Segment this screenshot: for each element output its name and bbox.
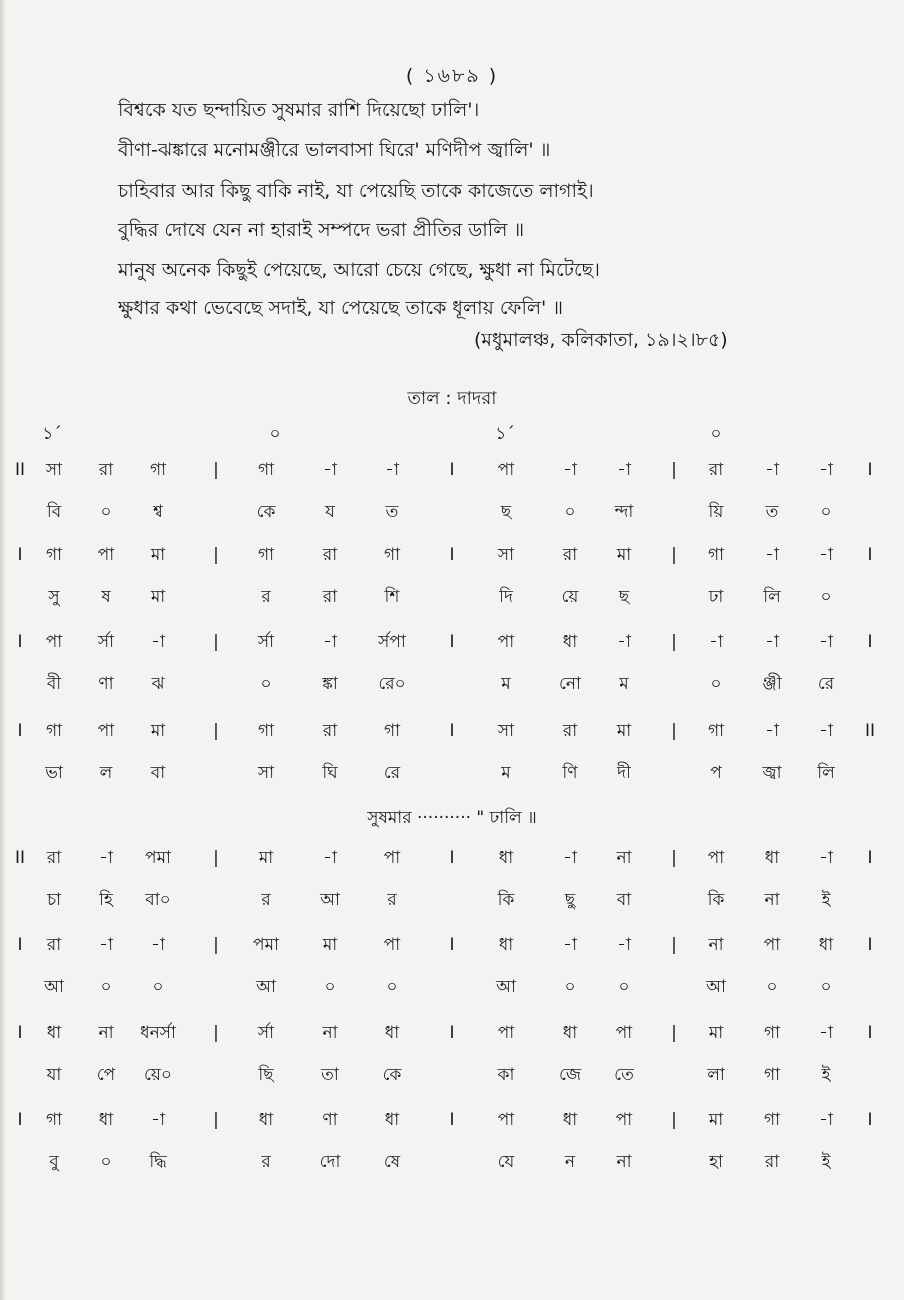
swara-note: মা [616, 721, 632, 741]
swara-note: পা [707, 848, 725, 868]
tala-heading: তাল : দাদরা [407, 388, 497, 409]
swara-note: -া [151, 935, 165, 955]
swara-note: মা [616, 545, 632, 565]
lyric-syllable: ষ [101, 587, 111, 607]
lyric-syllable: কে [256, 502, 276, 522]
swara-note: গা [149, 460, 167, 480]
lyric-syllable: যে [497, 1152, 515, 1172]
lyric-syllable: মা [150, 587, 166, 607]
bar-line: I [867, 848, 873, 868]
swara-note: গা [45, 1110, 63, 1130]
swara-note: ধা [562, 1110, 578, 1130]
lyric-syllable: ছ [500, 502, 512, 522]
swara-note: -া [819, 848, 833, 868]
lyric-syllable: ০ [100, 1152, 112, 1172]
lyric-syllable: য়ি [708, 502, 724, 522]
swara-note: রা [562, 721, 578, 741]
swara-note: সা [497, 545, 515, 565]
verse-line-1: বিশ্বকে যত ছন্দায়িত সুষমার রাশি দিয়েছো ঢালি'। [118, 99, 480, 121]
swara-note: ধা [764, 848, 780, 868]
lyric-syllable: ছু [564, 890, 576, 910]
bar-line: | [671, 721, 677, 741]
lyric-syllable: ০ [100, 502, 112, 522]
swara-note: -া [617, 632, 631, 652]
lyric-syllable: ০ [820, 502, 832, 522]
swara-note: রা [322, 545, 338, 565]
lyric-syllable: ০ [100, 977, 112, 997]
swara-note: গা [45, 721, 63, 741]
beat-mark: ১´ [42, 424, 62, 444]
swara-note: মা [708, 1023, 724, 1043]
lyric-syllable: জে [558, 1065, 582, 1085]
lyric-syllable: কি [497, 890, 515, 910]
swara-note: সা [497, 721, 515, 741]
swara-note: গা [257, 460, 275, 480]
lyric-syllable: ০ [324, 977, 336, 997]
swara-note: পা [615, 1023, 633, 1043]
swara-note: -া [819, 721, 833, 741]
swara-note: -া [765, 721, 779, 741]
lyric-syllable: ০ [564, 977, 576, 997]
lyric-syllable: বু [49, 1152, 59, 1172]
lyric-syllable: দী [617, 763, 631, 783]
lyric-syllable: রে০ [378, 674, 406, 694]
lyric-syllable: দ্ধি [149, 1152, 167, 1172]
lyric-syllable: গা [763, 1065, 781, 1085]
bar-line: | [671, 632, 677, 652]
swara-note: র্সা [257, 1023, 275, 1043]
lyric-syllable: ঙ্কা [322, 674, 338, 694]
swara-note: -া [151, 1110, 165, 1130]
verse-line-5: মানুষ অনেক কিছুই পেয়েছে, আরো চেয়ে গেছে, ক্ষুধা না মিটেছে। [118, 259, 600, 281]
lyric-syllable: ত [765, 502, 779, 522]
bar-line: | [671, 545, 677, 565]
swara-note: রা [708, 460, 724, 480]
lyric-syllable: আ [320, 890, 340, 910]
bar-line: I [449, 721, 455, 741]
bar-line: I [867, 1110, 873, 1130]
lyric-syllable: রে [817, 674, 835, 694]
lyric-syllable: র [261, 890, 271, 910]
swara-note: ধা [562, 632, 578, 652]
swara-note: মা [150, 721, 166, 741]
swara-note: রা [46, 935, 62, 955]
bar-line: II [14, 848, 26, 868]
bar-line: I [17, 1023, 23, 1043]
swara-note: পমা [253, 935, 279, 955]
lyric-syllable: ঞ্জী [762, 674, 782, 694]
swara-note: মা [258, 848, 274, 868]
bar-line: I [449, 632, 455, 652]
lyric-syllable: লি [817, 763, 835, 783]
swara-note: না [98, 1023, 114, 1043]
swara-note: -া [617, 460, 631, 480]
lyric-syllable: ০ [260, 674, 272, 694]
verse-line-6: ক্ষুধার কথা ভেবেছে সদাই, যা পেয়েছে তাকে ধূলায় ফেলি' ॥ [118, 297, 564, 319]
swara-note: রা [98, 460, 114, 480]
verse-line-3: চাহিবার আর কিছু বাকি নাই, যা পেয়েছি তাকে কাজেতে লাগাই। [118, 180, 594, 202]
swara-note: ধা [46, 1023, 62, 1043]
swara-note: -া [323, 632, 337, 652]
swara-note: পা [383, 935, 401, 955]
page-number: ( ১৬৮৯ ) [405, 65, 499, 87]
bar-line: I [17, 632, 23, 652]
lyric-syllable: কি [707, 890, 725, 910]
swara-note: গা [383, 545, 401, 565]
swara-note: ণা [322, 1110, 338, 1130]
lyric-syllable: ঝ [151, 674, 165, 694]
swara-note: গা [45, 545, 63, 565]
swara-note: মা [322, 935, 338, 955]
lyric-syllable: ই [821, 1065, 831, 1085]
swara-note: -া [563, 848, 577, 868]
bar-line: I [449, 1110, 455, 1130]
lyric-syllable: আ [256, 977, 276, 997]
swara-note: -া [99, 848, 113, 868]
lyric-syllable: ০ [710, 674, 722, 694]
lyric-syllable: দো [319, 1152, 341, 1172]
swara-note: -া [563, 935, 577, 955]
lyric-syllable: বা [150, 763, 166, 783]
lyric-syllable: আ [706, 977, 726, 997]
lyric-syllable: তে [614, 1065, 634, 1085]
swara-note: না [616, 848, 632, 868]
lyric-syllable: হা [709, 1152, 723, 1172]
swara-note: গা [257, 721, 275, 741]
bar-line: | [671, 935, 677, 955]
swara-note: -া [323, 848, 337, 868]
lyric-syllable: রা [764, 1152, 780, 1172]
bar-line: I [867, 632, 873, 652]
swara-note: -া [617, 935, 631, 955]
lyric-syllable: য়ে০ [144, 1065, 172, 1085]
bar-line: | [213, 721, 219, 741]
lyric-syllable: সা [257, 763, 275, 783]
swara-note: মা [708, 1110, 724, 1130]
swara-note: রা [46, 848, 62, 868]
verse-line-2: বীণা-ঝঙ্কারে মনোমঞ্জীরে ভালবাসা ঘিরে' মণিদীপ জ্বালি' ॥ [118, 139, 551, 161]
lyric-syllable: লা [707, 1065, 725, 1085]
lyric-syllable: ই [821, 1152, 831, 1172]
lyric-syllable: রা [322, 587, 338, 607]
lyric-syllable: ই [821, 890, 831, 910]
lyric-syllable: ত [385, 502, 399, 522]
swara-note: র্সা [97, 632, 115, 652]
swara-note: পমা [145, 848, 171, 868]
lyric-syllable: বী [46, 674, 62, 694]
swara-note: গা [763, 1110, 781, 1130]
lyric-syllable: না [764, 890, 780, 910]
swara-note: -া [385, 460, 399, 480]
lyric-syllable: ছি [258, 1065, 274, 1085]
lyric-syllable: র [261, 1152, 271, 1172]
bar-line: | [213, 935, 219, 955]
bar-line: I [17, 545, 23, 565]
bar-line: I [867, 460, 873, 480]
lyric-syllable: র [261, 587, 271, 607]
lyric-syllable: র [387, 890, 397, 910]
swara-note: -া [819, 460, 833, 480]
swara-note: -া [819, 1110, 833, 1130]
bar-line: | [671, 1110, 677, 1130]
swara-note: র্সপা [378, 632, 406, 652]
bar-line: I [449, 848, 455, 868]
bar-line: I [449, 935, 455, 955]
lyric-syllable: নো [559, 674, 581, 694]
swara-note: ধা [384, 1110, 400, 1130]
swara-note: গা [707, 721, 725, 741]
lyric-syllable: পে [96, 1065, 116, 1085]
lyric-syllable: ছ [618, 587, 630, 607]
swara-note: পা [763, 935, 781, 955]
swara-note: পা [97, 721, 115, 741]
lyric-syllable: প [710, 763, 722, 783]
bar-line: | [213, 460, 219, 480]
swara-note: গা [257, 545, 275, 565]
lyric-syllable: ০ [820, 587, 832, 607]
swara-note: রা [562, 545, 578, 565]
lyric-syllable: য [325, 502, 335, 522]
bar-line: I [449, 460, 455, 480]
swara-note: -া [765, 545, 779, 565]
lyric-syllable: ০ [820, 977, 832, 997]
beat-mark: ০ [269, 424, 281, 444]
bar-line: | [671, 848, 677, 868]
lyric-syllable: ষে [383, 1152, 401, 1172]
swara-note: পা [497, 1110, 515, 1130]
bar-line: | [213, 632, 219, 652]
bar-line: I [867, 935, 873, 955]
swara-note: পা [383, 848, 401, 868]
bar-line: I [449, 545, 455, 565]
verse-line-4: বুদ্ধির দোষে যেন না হারাই সম্পদে ভরা প্রীতির ডালি ॥ [118, 219, 525, 241]
lyric-syllable: ঘি [322, 763, 338, 783]
beat-mark: ১´ [495, 424, 515, 444]
lyric-syllable: সু [48, 587, 60, 607]
swara-note: মা [150, 545, 166, 565]
lyric-syllable: কে [382, 1065, 402, 1085]
bar-line: I [17, 1110, 23, 1130]
swara-note: পা [45, 632, 63, 652]
swara-note: -া [819, 545, 833, 565]
lyric-syllable: ন [564, 1152, 576, 1172]
lyric-syllable: ০ [766, 977, 778, 997]
swara-note: ধা [498, 848, 514, 868]
lyric-syllable: ০ [386, 977, 398, 997]
bar-line: | [671, 1023, 677, 1043]
swara-note: -া [765, 632, 779, 652]
swara-note: গা [707, 545, 725, 565]
bar-line: I [17, 935, 23, 955]
swara-note: ধা [818, 935, 834, 955]
lyric-syllable: চা [46, 890, 62, 910]
lyric-syllable: য়ে [561, 587, 579, 607]
swara-note: ধা [258, 1110, 274, 1130]
swara-note: না [708, 935, 724, 955]
swara-note: -া [323, 460, 337, 480]
beat-mark: ০ [710, 424, 722, 444]
lyric-syllable: ম [501, 763, 511, 783]
swara-note: গা [383, 721, 401, 741]
lyric-syllable: দি [499, 587, 513, 607]
lyric-syllable: হি [99, 890, 113, 910]
refrain-line: সুষমার ·········· " ঢালি ॥ [367, 808, 537, 828]
page-edge [0, 0, 6, 1300]
swara-note: -া [819, 632, 833, 652]
swara-note: সা [45, 460, 63, 480]
lyric-syllable: ০ [618, 977, 630, 997]
swara-note: ধা [562, 1023, 578, 1043]
lyric-syllable: জ্বা [762, 763, 782, 783]
swara-note: র্সা [257, 632, 275, 652]
lyric-syllable: কা [497, 1065, 515, 1085]
swara-note: ধনর্সা [140, 1023, 176, 1043]
swara-note: -া [151, 632, 165, 652]
lyric-syllable: ভা [45, 763, 63, 783]
bar-line: II [14, 460, 26, 480]
lyric-syllable: আ [44, 977, 64, 997]
bar-line: I [449, 1023, 455, 1043]
lyric-syllable: ম [619, 674, 629, 694]
swara-note: না [322, 1023, 338, 1043]
bar-line: I [867, 545, 873, 565]
lyric-syllable: শি [384, 587, 400, 607]
swara-note: রা [322, 721, 338, 741]
swara-note: -া [709, 632, 723, 652]
lyric-syllable: না [616, 1152, 632, 1172]
swara-note: পা [497, 460, 515, 480]
lyric-syllable: ন্দা [614, 502, 634, 522]
bar-line: | [213, 1023, 219, 1043]
swara-note: -া [99, 935, 113, 955]
swara-note: গা [763, 1023, 781, 1043]
swara-note: -া [765, 460, 779, 480]
lyric-syllable: তা [321, 1065, 339, 1085]
lyric-syllable: লি [763, 587, 781, 607]
bar-line: II [864, 721, 876, 741]
swara-note: পা [497, 632, 515, 652]
lyric-syllable: যা [46, 1065, 62, 1085]
swara-note: পা [497, 1023, 515, 1043]
lyric-syllable: রে [383, 763, 401, 783]
bar-line: | [671, 460, 677, 480]
swara-note: ধা [384, 1023, 400, 1043]
swara-note: ধা [98, 1110, 114, 1130]
swara-note: -া [819, 1023, 833, 1043]
lyric-syllable: ল [99, 763, 113, 783]
swara-note: পা [97, 545, 115, 565]
bar-line: | [213, 1110, 219, 1130]
swara-note: -া [563, 460, 577, 480]
lyric-syllable: আ [496, 977, 516, 997]
lyric-syllable: বি [46, 502, 62, 522]
bar-line: I [867, 1023, 873, 1043]
swara-note: ধা [498, 935, 514, 955]
swara-note: পা [615, 1110, 633, 1130]
lyric-syllable: ম [501, 674, 511, 694]
lyric-syllable: ণি [562, 763, 578, 783]
lyric-syllable: ণা [98, 674, 114, 694]
source-citation: (মধুমালঞ্চ, কলিকাতা, ১৯।২।৮৫) [474, 329, 728, 351]
bar-line: | [213, 545, 219, 565]
lyric-syllable: ০ [564, 502, 576, 522]
bar-line: | [213, 848, 219, 868]
lyric-syllable: ঢা [708, 587, 724, 607]
lyric-syllable: বা০ [145, 890, 171, 910]
lyric-syllable: বা [616, 890, 632, 910]
bar-line: I [17, 721, 23, 741]
lyric-syllable: ০ [152, 977, 164, 997]
lyric-syllable: শ্ব [153, 502, 163, 522]
